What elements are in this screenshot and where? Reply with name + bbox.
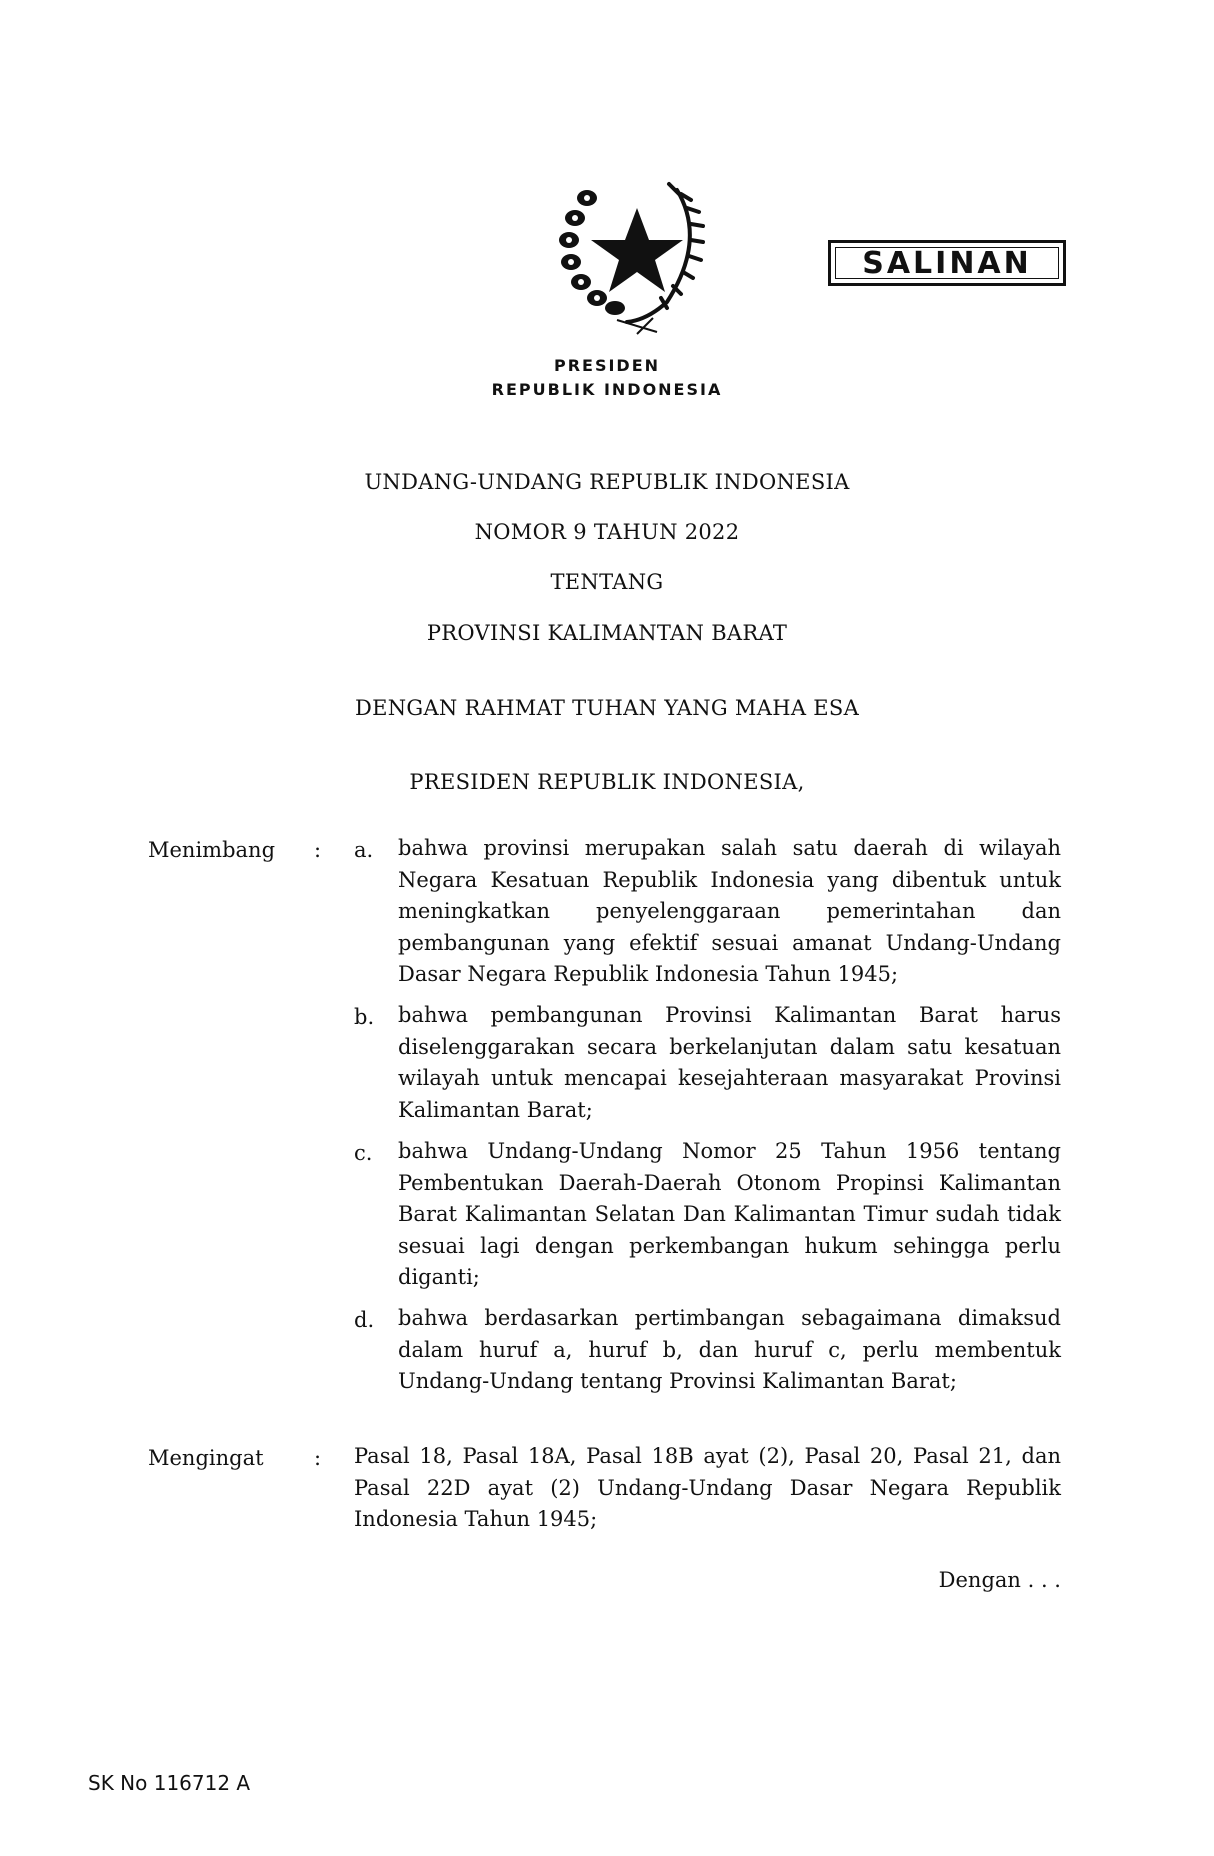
consideration-item: bahwa berdasarkan pertimbangan sebagaimana dimaksud dalam huruf a, huruf b, dan huruf c, perlu membentuk Undang-Undang tentang Provinsi Kalimantan Barat; [398,1306,1061,1393]
mengingat-colon: : [314,1446,322,1470]
continuation-text: Dengan . . . [938,1568,1061,1592]
menimbang-colon: : [314,838,322,862]
mengingat-label: Mengingat [148,1446,264,1470]
consideration-marker: b. [354,1005,375,1029]
menimbang-label: Menimbang [148,838,276,862]
law-title: UNDANG-UNDANG REPUBLIK INDONESIA [364,470,850,494]
mengingat-text: Pasal 18, Pasal 18A, Pasal 18B ayat (2), Pasal 20, Pasal 21, dan Pasal 22D ayat (2) Undang-Undang Dasar Negara Republik Indonesia Tahun 1945; [354,1444,1061,1531]
invocation: DENGAN RAHMAT TUHAN YANG MAHA ESA [354,696,860,720]
law-tentang: TENTANG [550,570,664,594]
consideration-item: bahwa pembangunan Provinsi Kalimantan Barat harus diselenggarakan secara berkelanjutan dalam satu kesatuan wilayah untuk mencapai kesejahteraan masyarakat Provinsi Kalimantan Barat; [398,1003,1061,1122]
consideration-marker: c. [354,1141,373,1165]
consideration-item: bahwa Undang-Undang Nomor 25 Tahun 1956 tentang Pembentukan Daerah-Daerah Otonom Propinsi Kalimantan Barat Kalimantan Selatan Dan Kalimantan Timur sudah tidak sesuai lagi dengan perkembangan hukum sehingga perlu diganti; [398,1139,1061,1289]
consideration-item: bahwa provinsi merupakan salah satu daerah di wilayah Negara Kesatuan Republik Indonesia yang dibentuk untuk meningkatkan penyelenggaraan pemerintahan dan pembangunan yang efektif sesuai amanat Undang-Undang Dasar Negara Republik Indonesia Tahun 1945; [398,836,1061,986]
issuer-line-1: PRESIDEN [553,356,661,375]
presidential-emblem-icon [557,170,717,335]
president-heading: PRESIDEN REPUBLIK INDONESIA, [409,770,805,794]
law-number: NOMOR 9 TAHUN 2022 [474,520,740,544]
consideration-marker: d. [354,1308,375,1332]
issuer-line-2: REPUBLIK INDONESIA [491,380,723,399]
consideration-marker: a. [354,838,374,862]
document-code: SK No 116712 A [88,1771,251,1795]
salinan-stamp [828,240,1066,286]
law-subject: PROVINSI KALIMANTAN BARAT [426,621,788,645]
salinan-label: SALINAN [862,245,1032,281]
